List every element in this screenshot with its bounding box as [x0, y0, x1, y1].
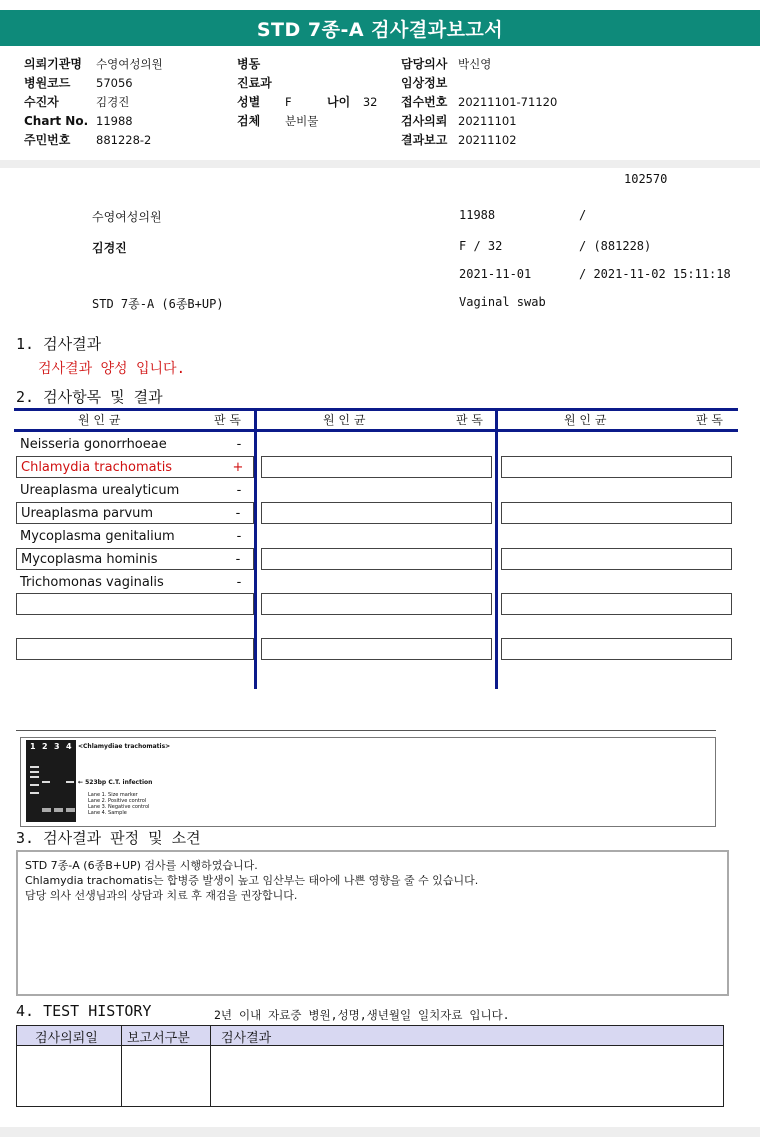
- gel-legend-item: Lane 2. Positive control: [88, 798, 147, 804]
- results-table-header-border: [14, 429, 738, 432]
- col-header-judgement-3: 판 독: [696, 413, 723, 427]
- gel-legend-item: Lane 4. Sample: [88, 810, 127, 816]
- info-test-name: STD 7종-A (6종B+UP): [92, 297, 224, 311]
- header-field: [24, 112, 133, 131]
- age-label: 나이: [327, 95, 351, 109]
- result-empty-cell: [501, 638, 732, 660]
- gel-band-label: ← 523bp C.T. infection: [78, 779, 153, 786]
- gel-band: [66, 781, 74, 783]
- results-table-divider-2: [495, 408, 498, 689]
- gel-legend-item: Lane 1. Size marker: [88, 792, 138, 798]
- gel-band: [30, 771, 39, 773]
- info-hospital: 수영여성의원: [92, 210, 162, 224]
- history-note: 2년 이내 자료중 병원,성명,생년월일 일치자료 입니다.: [214, 1008, 510, 1022]
- header-field: [401, 55, 491, 74]
- history-col-divider: [210, 1026, 211, 1106]
- pathogen-name: Mycoplasma genitalium: [20, 528, 175, 544]
- gel-band: [30, 784, 39, 786]
- gel-band: [42, 781, 50, 783]
- gel-band: [30, 776, 39, 778]
- result-row: [16, 638, 254, 660]
- result-row: [16, 502, 254, 524]
- header-field-value: 881228-2: [96, 133, 152, 147]
- header-field: [401, 93, 557, 112]
- header-field: [237, 112, 318, 131]
- info-code: 102570: [624, 172, 668, 186]
- header-field-label: 의뢰기관명: [24, 57, 82, 71]
- gel-legend: [88, 792, 149, 816]
- info-sex-age: F / 32: [459, 239, 503, 253]
- gel-band: [66, 808, 75, 812]
- header-field-label: 검사의뢰: [401, 114, 448, 128]
- col-header-judgement-1: 판 독: [214, 413, 241, 427]
- result-empty-cell: [261, 502, 492, 524]
- gel-band: [30, 792, 39, 794]
- result-row: [16, 525, 254, 547]
- result-row: [16, 593, 254, 615]
- opinion-line: Chlamydia trachomatis는 합병증 발생이 높고 임산부는 태아에 나쁜 영향을 줄 수 있습니다.: [25, 874, 479, 887]
- gel-band: [54, 808, 63, 812]
- info-request-date: 2021-11-01: [459, 267, 532, 281]
- pathogen-result: +: [232, 459, 244, 475]
- gel-legend-item: Lane 3. Negative control: [88, 804, 150, 810]
- gel-lane-number: 4: [66, 742, 72, 751]
- result-empty-cell: [501, 502, 732, 524]
- header-field-value: 20211101-71120: [458, 95, 558, 109]
- history-header-request-date: 검사의뢰일: [35, 1031, 98, 1046]
- header-field: [237, 74, 285, 93]
- header-field-label: 담당의사: [401, 57, 448, 71]
- header-field-value: 분비물: [285, 114, 319, 128]
- col-header-pathogen-1: 원 인 균: [78, 413, 121, 427]
- age-field: [327, 93, 377, 112]
- col-header-pathogen-3: 원 인 균: [564, 413, 607, 427]
- result-row: [16, 456, 254, 478]
- pathogen-result: -: [236, 436, 242, 452]
- history-header-result: 검사결과: [221, 1031, 272, 1046]
- header-field-value: 수영여성의원: [96, 57, 163, 71]
- header-field-label: 병원코드: [24, 76, 71, 90]
- info-specimen: Vaginal swab: [459, 295, 546, 309]
- gel-band: [30, 766, 39, 768]
- opinion-line: STD 7종-A (6종B+UP) 검사를 시행하였습니다.: [25, 859, 258, 872]
- header-field-label: 진료과: [237, 76, 272, 90]
- gel-lane-number: 3: [54, 742, 60, 751]
- header-field-label: 수진자: [24, 95, 59, 109]
- header-field-label: 주민번호: [24, 133, 71, 147]
- pathogen-name: Ureaplasma urealyticum: [20, 482, 180, 498]
- col-header-judgement-2: 판 독: [456, 413, 483, 427]
- result-empty-cell: [261, 456, 492, 478]
- header-field-value: 박신영: [458, 57, 492, 71]
- opinion-box: [16, 850, 729, 996]
- header-field: [401, 74, 458, 93]
- header-field: [237, 93, 292, 112]
- header-field: [237, 55, 285, 74]
- pathogen-name: Trichomonas vaginalis: [20, 574, 164, 590]
- gel-lane-number: 1: [30, 742, 36, 751]
- header-field-label: Chart No.: [24, 114, 89, 128]
- gel-band: [42, 808, 51, 812]
- section-3-title: 3. 검사결과 판정 및 소견: [16, 829, 201, 847]
- result-row: [16, 548, 254, 570]
- history-table: [16, 1025, 724, 1107]
- info-report-datetime: / 2021-11-02 15:11:18: [579, 267, 731, 281]
- info-chart: 11988: [459, 208, 496, 222]
- section-1-title: 1. 검사결과: [16, 335, 102, 353]
- result-empty-cell: [261, 548, 492, 570]
- header-field: [401, 112, 517, 131]
- age-value: 32: [362, 95, 378, 109]
- results-table-divider-1: [254, 408, 257, 689]
- pathogen-result: -: [236, 482, 242, 498]
- header-field: [24, 74, 133, 93]
- pathogen-result: -: [235, 551, 241, 567]
- result-row: [16, 616, 254, 638]
- result-empty-cell: [261, 593, 492, 615]
- positive-result-message: 검사결과 양성 입니다.: [38, 361, 186, 377]
- header-field-value: 20211101: [458, 114, 517, 128]
- pathogen-result: -: [236, 574, 242, 590]
- report-title: STD 7종-A 검사결과보고서: [0, 10, 760, 46]
- pathogen-name: Chlamydia trachomatis: [21, 459, 173, 475]
- result-empty-cell: [501, 548, 732, 570]
- header-field-label: 접수번호: [401, 95, 448, 109]
- header-field-label: 성별: [237, 95, 261, 109]
- col-header-pathogen-2: 원 인 균: [323, 413, 366, 427]
- result-row: [16, 479, 254, 501]
- result-empty-cell: [501, 593, 732, 615]
- header-field: [24, 55, 163, 74]
- pathogen-name: Mycoplasma hominis: [21, 551, 158, 567]
- pathogen-name: Ureaplasma parvum: [21, 505, 154, 521]
- section-2-title: 2. 검사항목 및 결과: [16, 388, 163, 406]
- info-slash: /: [579, 208, 587, 222]
- header-field-value: 11988: [96, 114, 133, 128]
- history-header-report-type: 보고서구분: [127, 1031, 190, 1046]
- header-field: [24, 93, 129, 112]
- footer-band: [0, 1127, 760, 1137]
- header-field: [24, 131, 151, 150]
- info-birth: / (881228): [579, 239, 652, 253]
- section-separator: [16, 730, 716, 731]
- gel-title: <Chlamydiae trachomatis>: [78, 743, 171, 750]
- header-field-label: 결과보고: [401, 133, 448, 147]
- gel-electrophoresis-image: [26, 740, 76, 822]
- header-field-value: F: [285, 95, 292, 109]
- result-row: [16, 571, 254, 593]
- gel-lane-number: 2: [42, 742, 48, 751]
- header-field-value: 김경진: [96, 95, 130, 109]
- header-field-label: 임상정보: [401, 76, 448, 90]
- pathogen-result: -: [236, 528, 242, 544]
- results-table-top-border: [14, 408, 738, 411]
- section-4-title: 4. TEST HISTORY: [16, 1002, 152, 1020]
- info-patient: 김경진: [92, 241, 127, 255]
- header-field-value: 20211102: [458, 133, 517, 147]
- pathogen-result: -: [235, 505, 241, 521]
- result-empty-cell: [501, 456, 732, 478]
- header-field-value: 57056: [96, 76, 133, 90]
- header-field-label: 검체: [237, 114, 261, 128]
- pathogen-name: Neisseria gonorrhoeae: [20, 436, 167, 452]
- history-table-header: [17, 1026, 723, 1046]
- header-divider: [0, 160, 760, 168]
- opinion-line: 담당 의사 선생님과의 상담과 치료 후 재검을 권장합니다.: [25, 889, 298, 902]
- header-field: [401, 131, 517, 150]
- result-row: [16, 433, 254, 455]
- result-empty-cell: [261, 638, 492, 660]
- history-col-divider: [121, 1026, 122, 1106]
- header-field-label: 병동: [237, 57, 261, 71]
